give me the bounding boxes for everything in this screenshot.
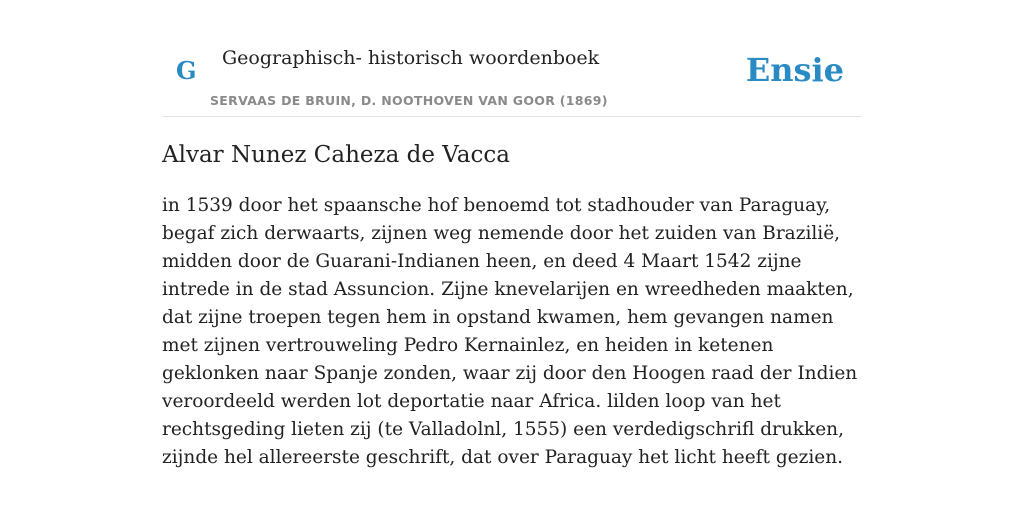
entry-title: Alvar Nunez Caheza de Vacca [162, 142, 510, 168]
entry-text: in 1539 door het spaansche hof benoemd tot stadhouder van Paraguay, begaf zich derwaarts, zijnen weg nemende door het zuiden van Brazilië, midden door de Guarani-Indianen heen, en deed 4 Maart 1542 zijne intrede in de stad Assuncion. Zijne knevelarijen en wreedheden maakten, dat zijne troepen tegen hem in opstand kwamen, hem gevangen namen met zijnen vertrouweling Pedro Kernainlez, en heiden in ketenen geklonken naar Spanje zonden, waar zij door den Hoogen raad der Indien veroordeeld werden lot deportatie naar Africa. lilden loop van het rechtsgeding lieten zij (te Valladolnl, 1555) een verdedigschrifl drukken, zijnde hel allereerste geschrift, dat over Paraguay het licht heeft gezien. [162, 195, 858, 468]
book-authors: SERVAAS DE BRUIN, D. NOOTHOVEN VAN GOOR (1869) [210, 93, 608, 108]
book-letter-icon[interactable]: G [176, 56, 197, 85]
book-header [162, 0, 862, 117]
ensie-logo[interactable]: Ensie [745, 51, 844, 89]
book-title-link[interactable]: Geographisch- historisch woordenboek [222, 47, 600, 69]
